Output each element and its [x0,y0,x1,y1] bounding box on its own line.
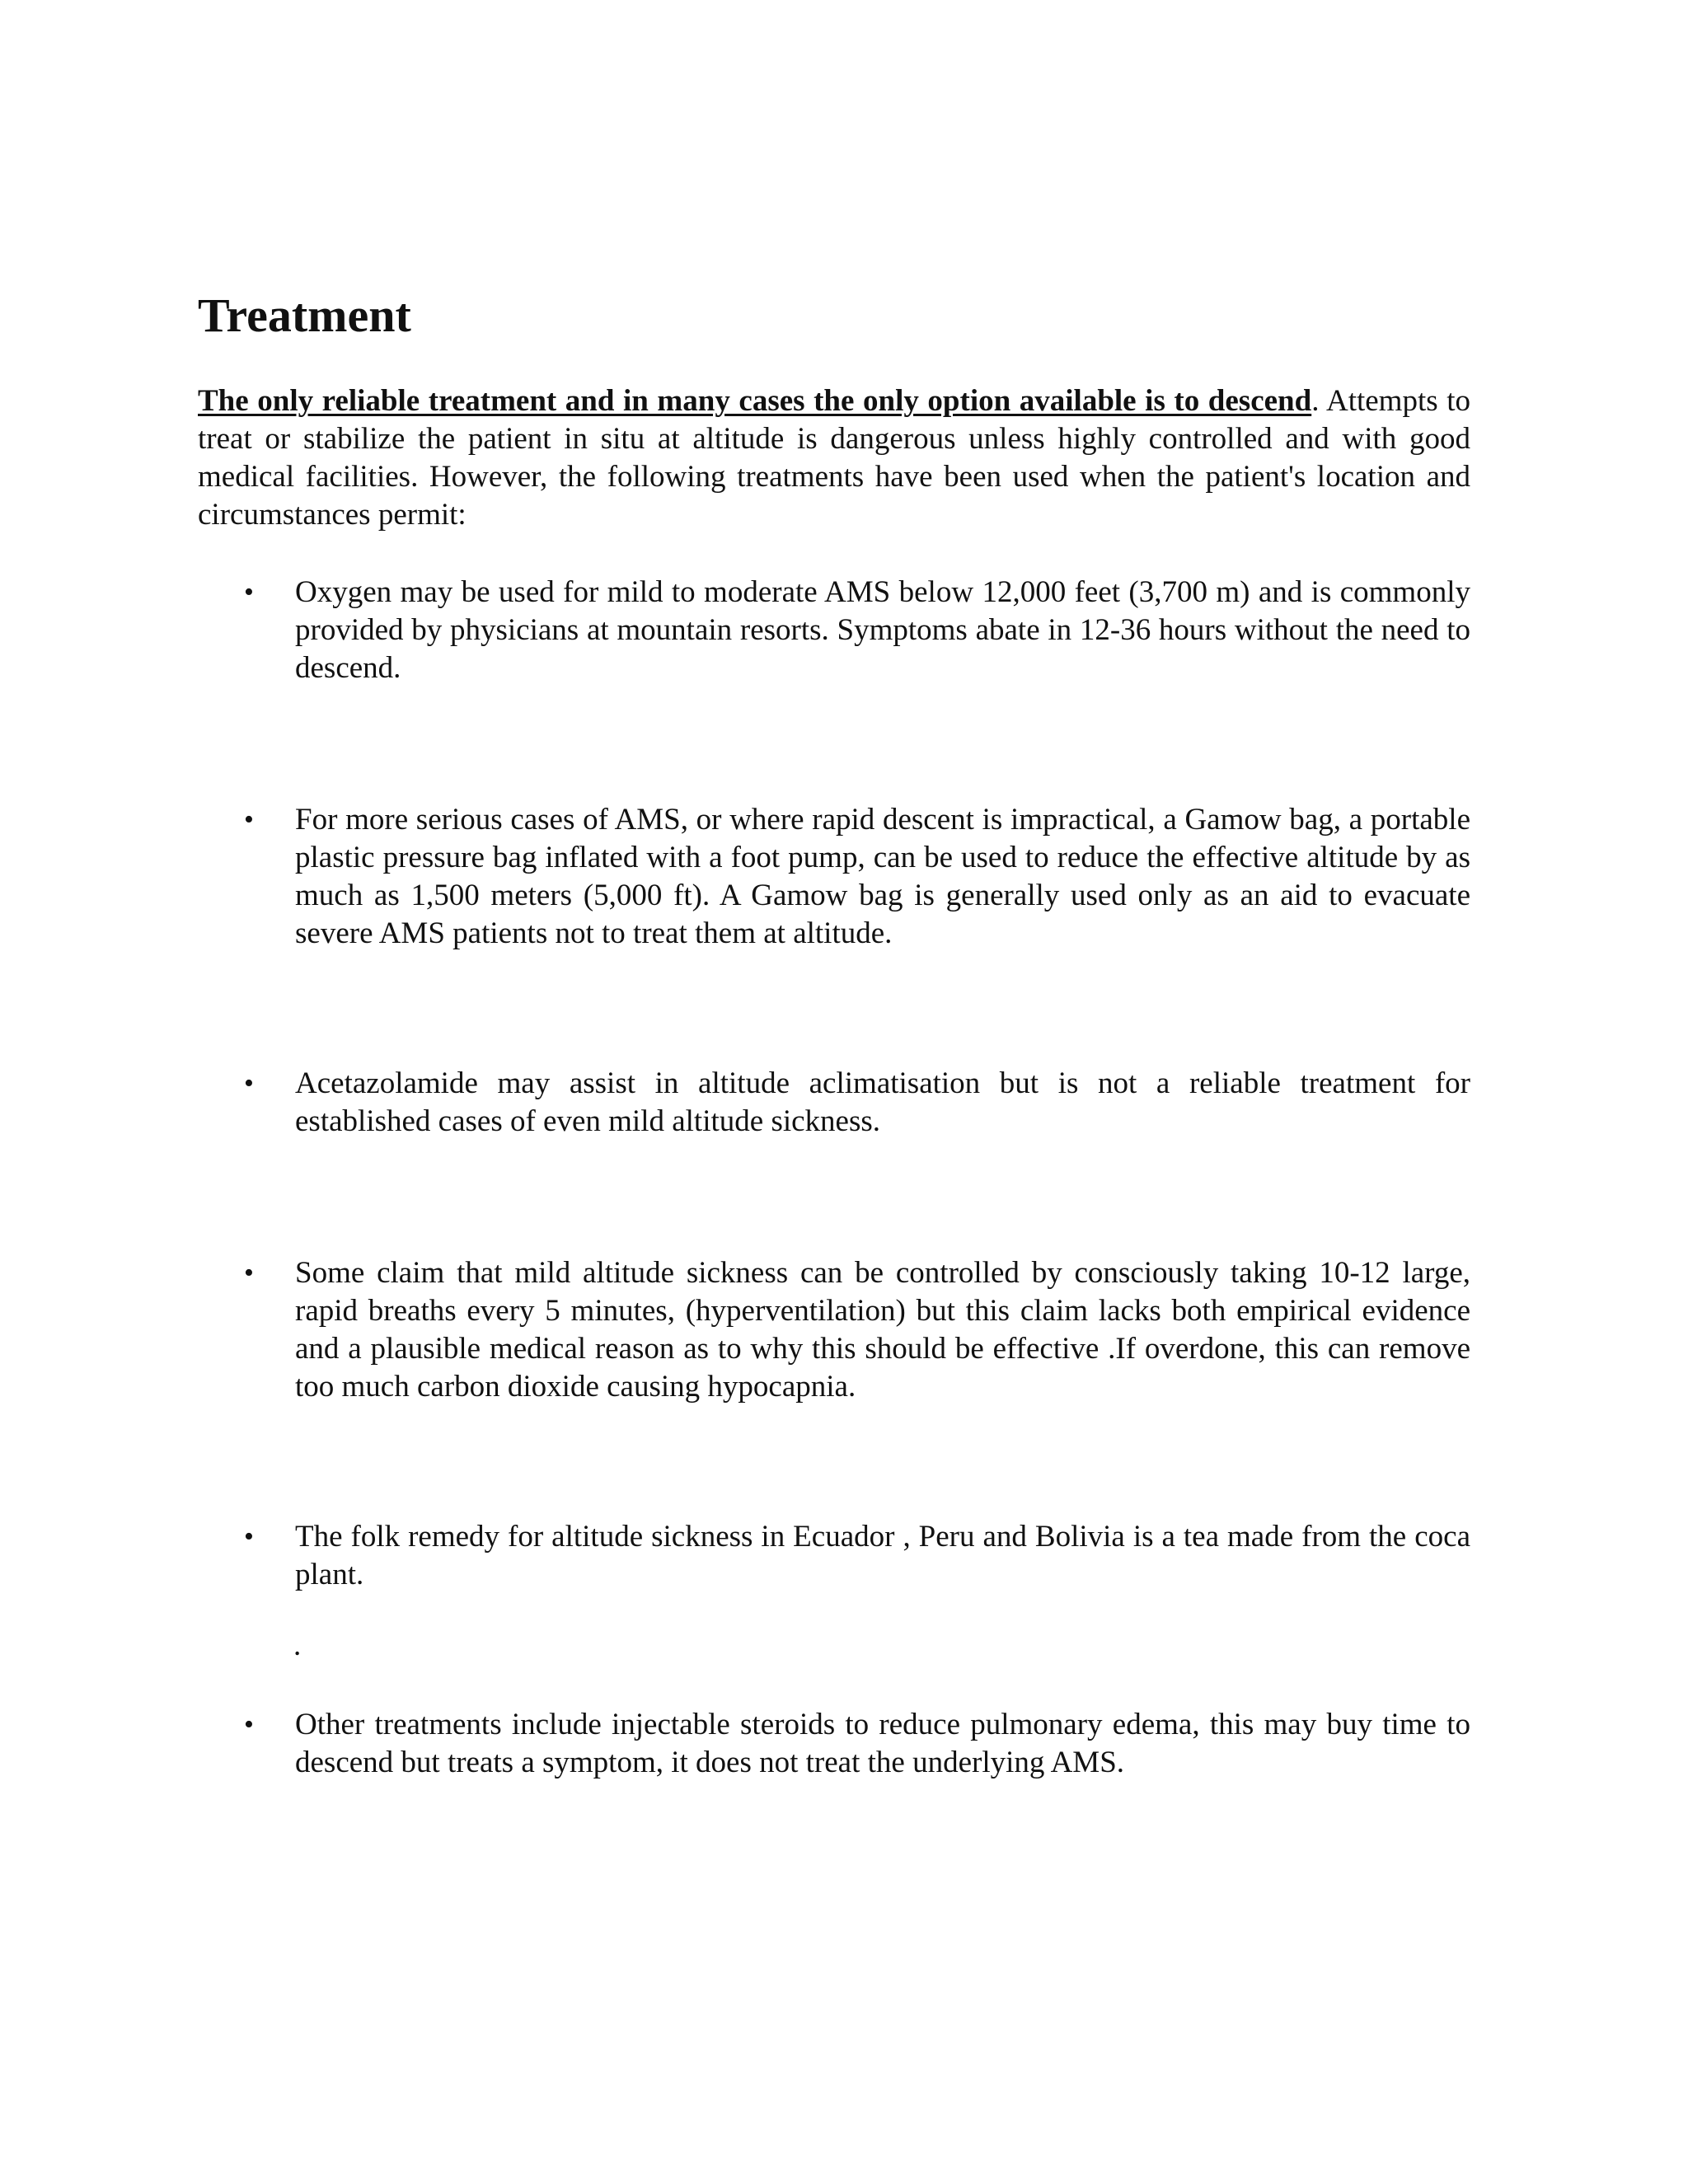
list-item-text: Acetazolamide may assist in altitude aclimatisation but is not a reliable treatment for established cases of even mild altitude sickness. [295,1066,1470,1138]
page-heading: Treatment [198,288,411,342]
bullet-icon: • [244,1258,254,1288]
list-item-text: Oxygen may be used for mild to moderate AMS below 12,000 feet (3,700 m) and is commonly provided by physicians at mountain resorts. Symptoms abate in 12-36 hours without the need to descend. [295,575,1470,685]
stray-period: . [293,1629,302,1662]
bullet-icon: • [244,1709,254,1740]
intro-paragraph [198,382,1470,534]
list-item-text: Other treatments include injectable steroids to reduce pulmonary edema, this may buy time to descend but treats a symptom, it does not treat the underlying AMS. [295,1708,1470,1779]
intro-lead-period: . [1311,384,1320,418]
bullet-icon: • [244,1068,254,1099]
intro-lead-sentence: The only reliable treatment and in many cases the only option available is to descend [198,384,1312,418]
list-item-text: For more serious cases of AMS, or where rapid descent is impractical, a Gamow bag, a portable plastic pressure bag inflated with a foot pump, can be used to reduce the effective altitude by as much as 1,500 meters (5,000 ft). A Gamow bag is generally used only as an aid to evacuate severe AMS patients not to treat them at altitude. [295,803,1470,950]
bullet-icon: • [244,577,254,607]
intro-rest-text: Attempts to treat or stabilize the patient in situ at altitude is dangerous unless highly controlled and with good medical facilities. However, the following treatments have been used when the patient's location and circumstances permit: [198,384,1470,532]
list-item-text: The folk remedy for altitude sickness in Ecuador , Peru and Bolivia is a tea made from the coca plant. [295,1520,1470,1591]
bullet-icon: • [244,804,254,835]
bullet-icon: • [244,1521,254,1552]
list-item-text: Some claim that mild altitude sickness can be controlled by consciously taking 10-12 large, rapid breaths every 5 minutes, (hyperventilation) but this claim lacks both empirical evidence and a plausible medical reason as to why this should be effective .If overdone, this can remove too much carbon dioxide causing hypocapnia. [295,1256,1470,1404]
